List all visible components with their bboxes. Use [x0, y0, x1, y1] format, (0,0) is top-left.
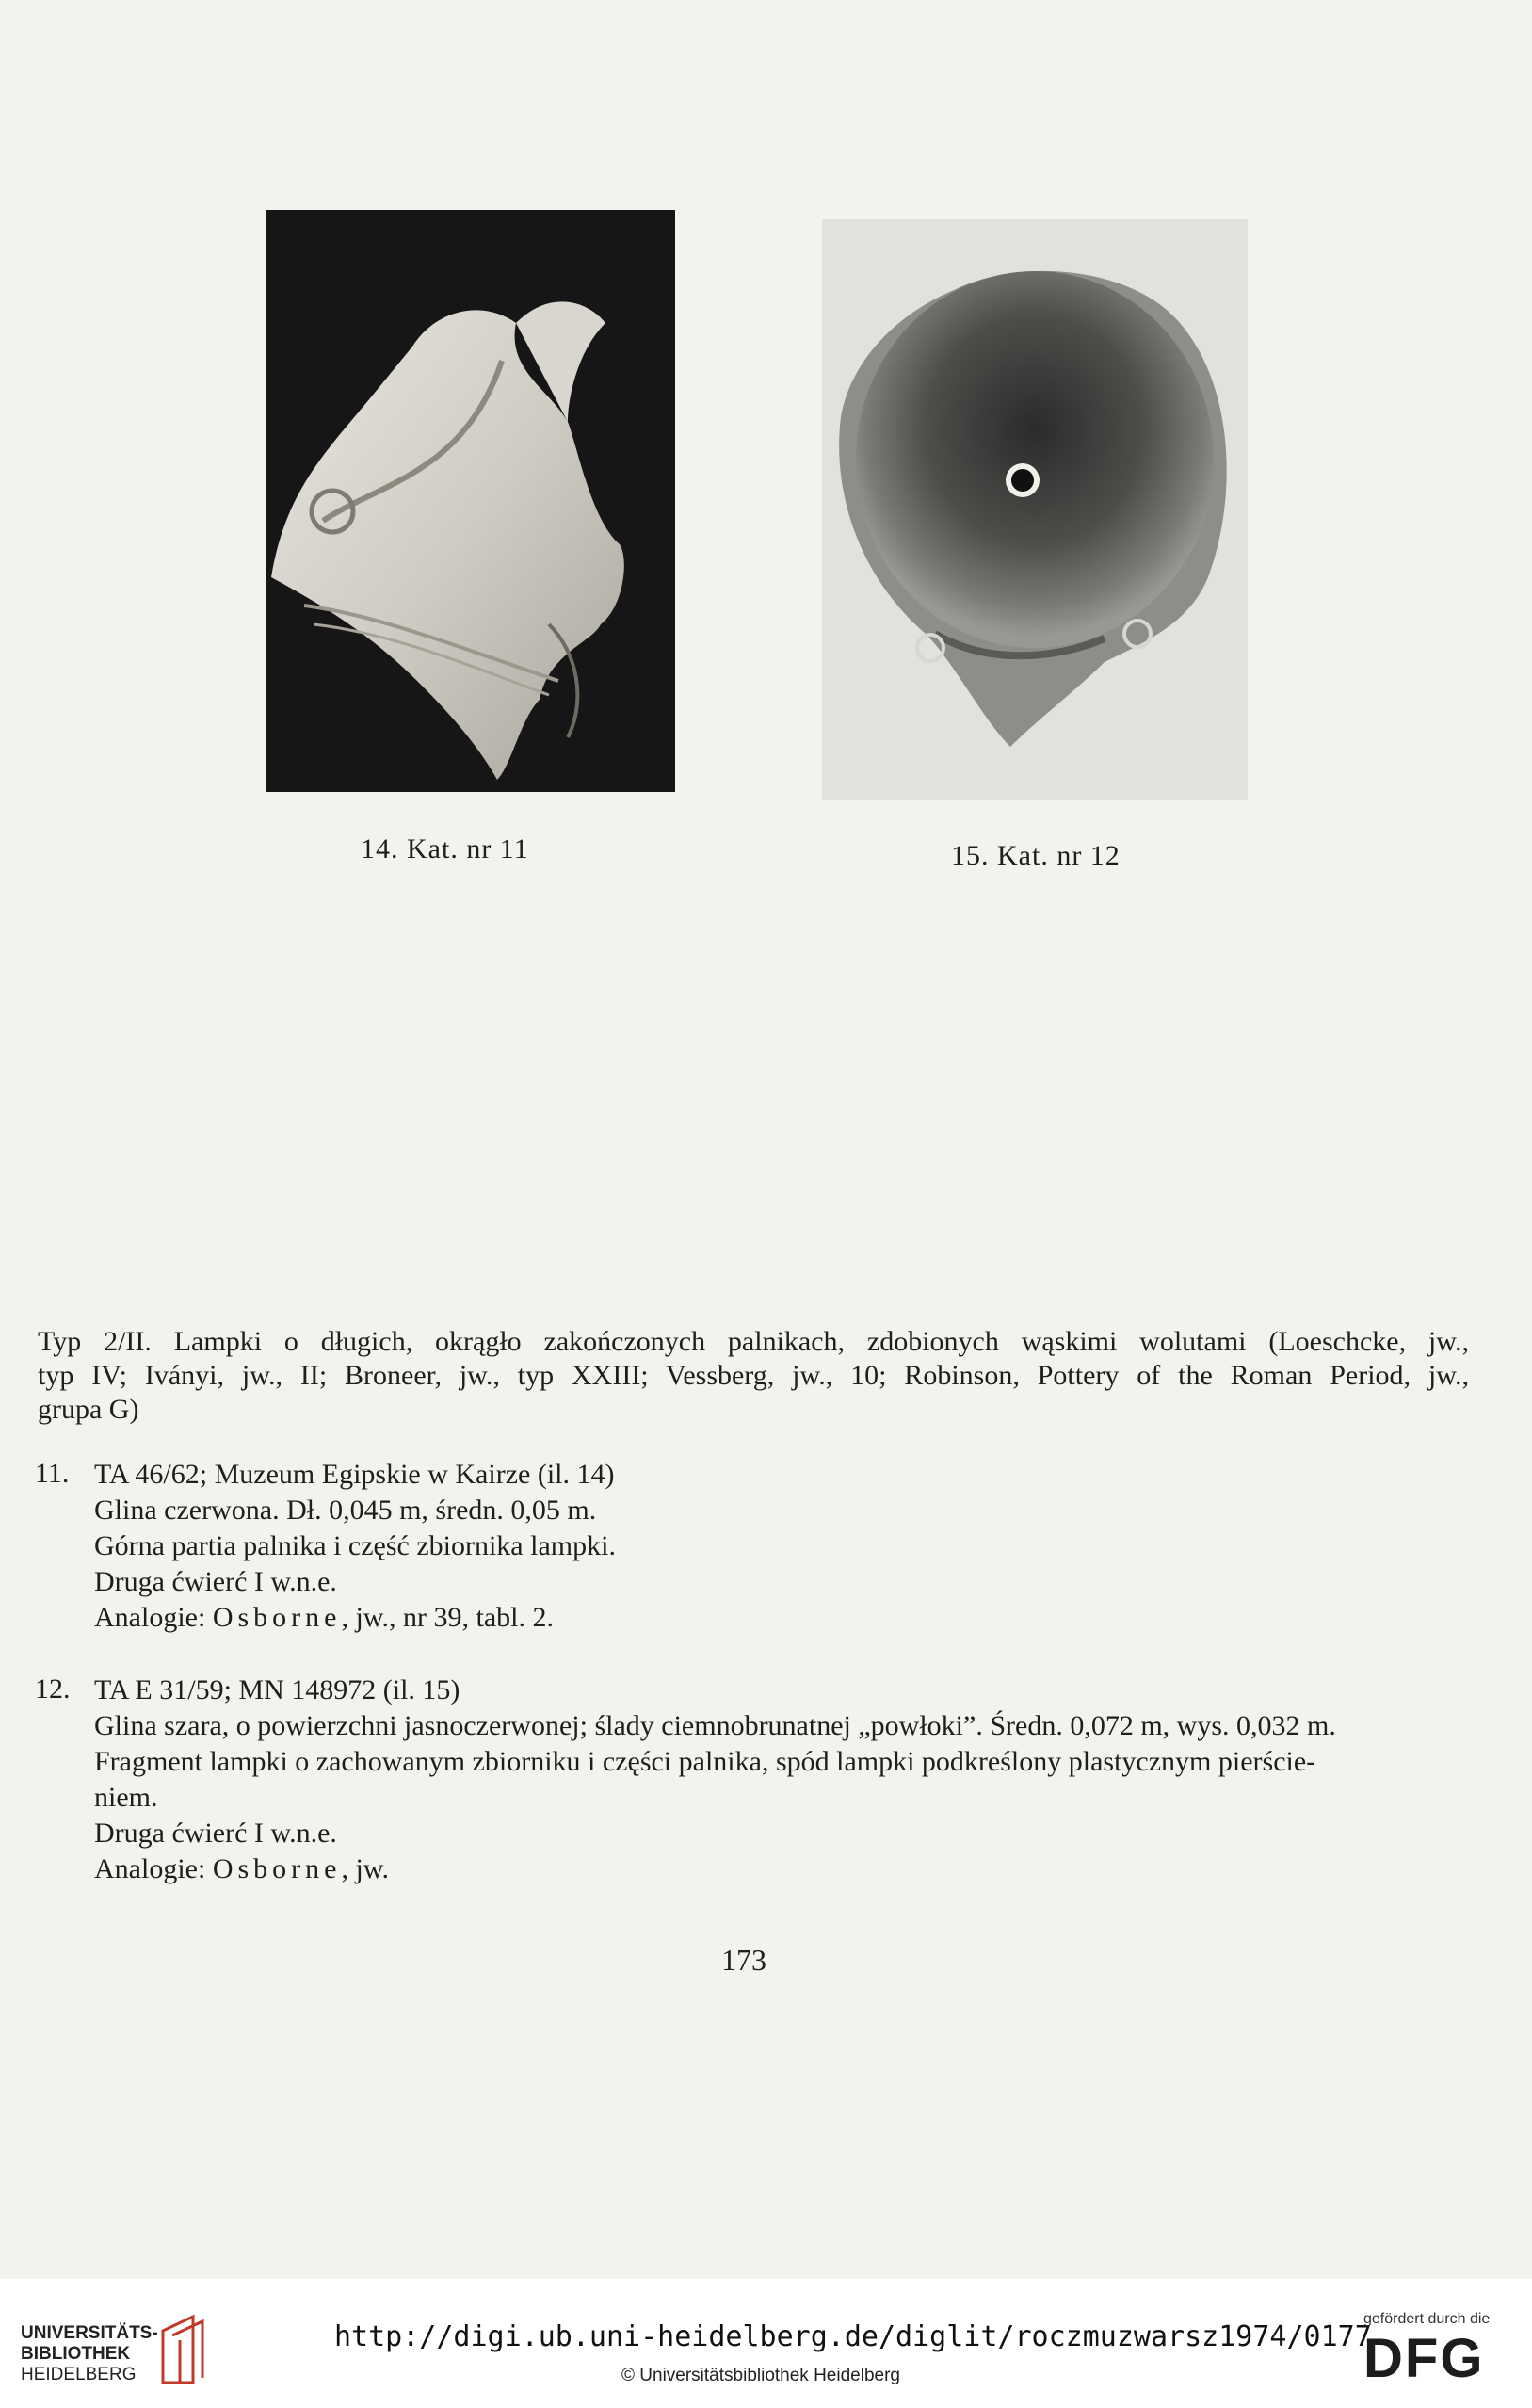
- page-number: 173: [721, 1943, 766, 1977]
- analogy-reference: , jw.: [341, 1853, 390, 1884]
- type-description-paragraph: [38, 1325, 1469, 1427]
- entry-line: Górna partia palnika i część zbiornika lampki.: [94, 1530, 616, 1561]
- analogy-label: Analogie:: [94, 1602, 206, 1633]
- entry-line: Druga ćwierć I w.n.e.: [94, 1566, 337, 1597]
- entry-number: 11.: [35, 1458, 70, 1489]
- entry-line: Fragment lampki o zachowanym zbiorniku i części palnika, spód lampki podkreślony plastycznym pierście-: [94, 1746, 1316, 1777]
- entry-line: Druga ćwierć I w.n.e.: [94, 1818, 337, 1849]
- library-logo-icon: [155, 2312, 212, 2387]
- catalog-entry-11: [94, 1457, 1459, 1636]
- figure-15-photo: [822, 219, 1248, 800]
- figure-15-caption: 15. Kat. nr 12: [951, 840, 1121, 871]
- lamp-bottom-image: [822, 219, 1248, 800]
- digitization-footer: [0, 2279, 1532, 2408]
- source-url-link[interactable]: http://digi.ub.uni-heidelberg.de/diglit/roczmuzwarsz1974/0177: [334, 2320, 1372, 2353]
- funded-by-label: gefördert durch die: [1363, 2311, 1491, 2327]
- catalog-entry-12: [94, 1673, 1459, 1887]
- entry-line: Glina czerwona. Dł. 0,045 m, średn. 0,05 m.: [94, 1495, 597, 1526]
- entry-number: 12.: [35, 1673, 71, 1705]
- analogy-author: Osborne: [212, 1853, 342, 1884]
- copyright-notice: © Universitätsbibliothek Heidelberg: [621, 2366, 900, 2385]
- entry-line: TA 46/62; Muzeum Egipskie w Kairze (il. 14): [94, 1459, 615, 1490]
- library-name-line: BIBLIOTHEK: [21, 2344, 131, 2364]
- figure-14-photo: [266, 210, 675, 792]
- entry-line: niem.: [94, 1782, 158, 1813]
- library-name-line: UNIVERSITÄTS-: [21, 2323, 158, 2343]
- paragraph-line: grupa G): [38, 1394, 139, 1425]
- analogy-reference: , jw., nr 39, tabl. 2.: [341, 1602, 554, 1633]
- figure-14-caption: 14. Kat. nr 11: [361, 833, 529, 865]
- paragraph-line: typ IV; Iványi, jw., II; Broneer, jw., typ XXIII; Vessberg, jw., 10; Robinson, Pottery of the Roman Period, jw.,: [38, 1360, 1469, 1391]
- analogy-author: Osborne: [212, 1602, 342, 1633]
- entry-line: Glina szara, o powierzchni jasnoczerwonej; ślady ciemnobrunatnej „powłoki”. Średn. 0,072 m, wys. 0,032 m.: [94, 1710, 1336, 1741]
- library-logo-text: [21, 2323, 158, 2385]
- lamp-fragment-image: [266, 210, 675, 792]
- library-name-line: HEIDELBERG: [21, 2365, 137, 2384]
- analogy-line: [94, 1600, 1459, 1636]
- entry-line: TA E 31/59; MN 148972 (il. 15): [94, 1674, 460, 1705]
- analogy-line: [94, 1851, 1459, 1887]
- analogy-label: Analogie:: [94, 1853, 206, 1884]
- paragraph-line: Typ 2/II. Lampki o długich, okrągło zakończonych palnikach, zdobionych wąskimi wolutami (Loeschcke, jw.,: [38, 1326, 1469, 1357]
- dfg-logo: DFG: [1363, 2328, 1485, 2389]
